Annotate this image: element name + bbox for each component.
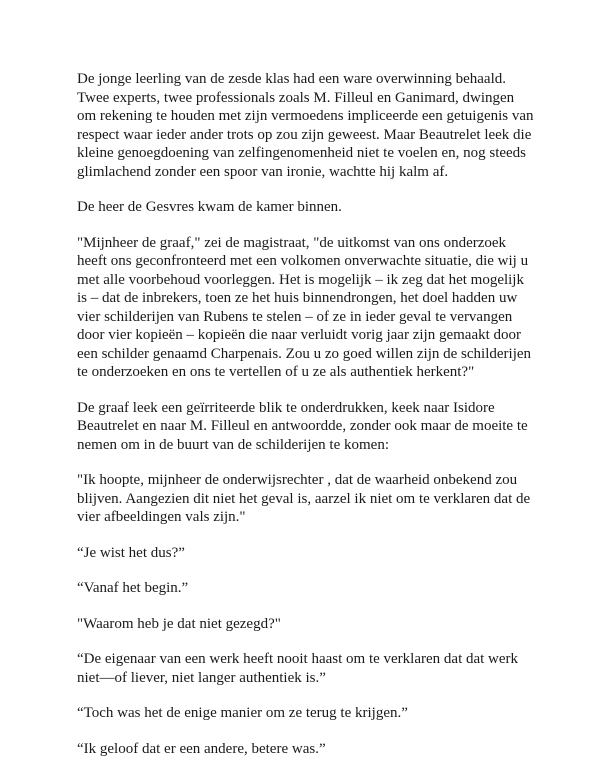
paragraph: De heer de Gesvres kwam de kamer binnen. (77, 199, 342, 215)
paragraph: “Vanaf het begin.” (77, 580, 189, 596)
paragraph: De graaf leek een geïrriteerde blik te onderdrukken, keek naar Isidore Beautrelet en naar M. Filleul en antwoordde, zonder ook maar de moeite te nemen om in de buurt van de schilderijen te komen: (77, 399, 528, 453)
paragraph: “De eigenaar van een werk heeft nooit haast om te verklaren dat dat werk niet—of liever, niet langer authentiek is.” (77, 651, 519, 686)
paragraph: “Ik geloof dat er een andere, betere was.” (77, 740, 326, 757)
document-page (77, 70, 537, 775)
paragraph: De jonge leerling van de zesde klas had een ware overwinning behaald. Twee experts, twee professionals zoals M. Filleul en Ganimard, dwingen om rekening te houden met zijn vermoedens impliceerde een getuigenis van respect waar ieder ander trots op zou zijn geweest. Maar Beautrelet leek die kleine genoegdoening van zelfingenomenheid niet te voelen en, nog steeds glimlachend zonder een spoor van ironie, wachtte hij kalm af. (77, 71, 534, 180)
paragraph: “Je wist het dus?” (77, 544, 185, 561)
paragraph: "Waarom heb je dat niet gezegd?" (77, 615, 281, 632)
paragraph: “Toch was het de enige manier om ze terug te krijgen.” (77, 705, 408, 721)
paragraph: "Ik hoopte, mijnheer de onderwijsrechter , dat de waarheid onbekend zou blijven. Aangezien dit niet het geval is, aarzel ik niet om te verklaren dat de vier afbeeldingen vals zijn." (77, 472, 531, 525)
paragraph: "Mijnheer de graaf," zei de magistraat, "de uitkomst van ons onderzoek heeft ons geconfronteerd met een volkomen onverwachte situatie, die wij u met alle voorbehoud voorleggen. Het is mogelijk – ik zeg dat het mogelijk is – dat de inbrekers, toen ze het huis binnendrongen, het doel hadden uw vier schilderijen van Rubens te stelen – of ze in ieder geval te vervangen door vier kopieën – kopieën die naar verluidt vorig jaar zijn gemaakt door een schilder genaamd Charpenais. Zou u zo goed willen zijn de schilderijen te onderzoeken en ons te vertellen of u ze als authentiek herkent?" (77, 234, 532, 380)
